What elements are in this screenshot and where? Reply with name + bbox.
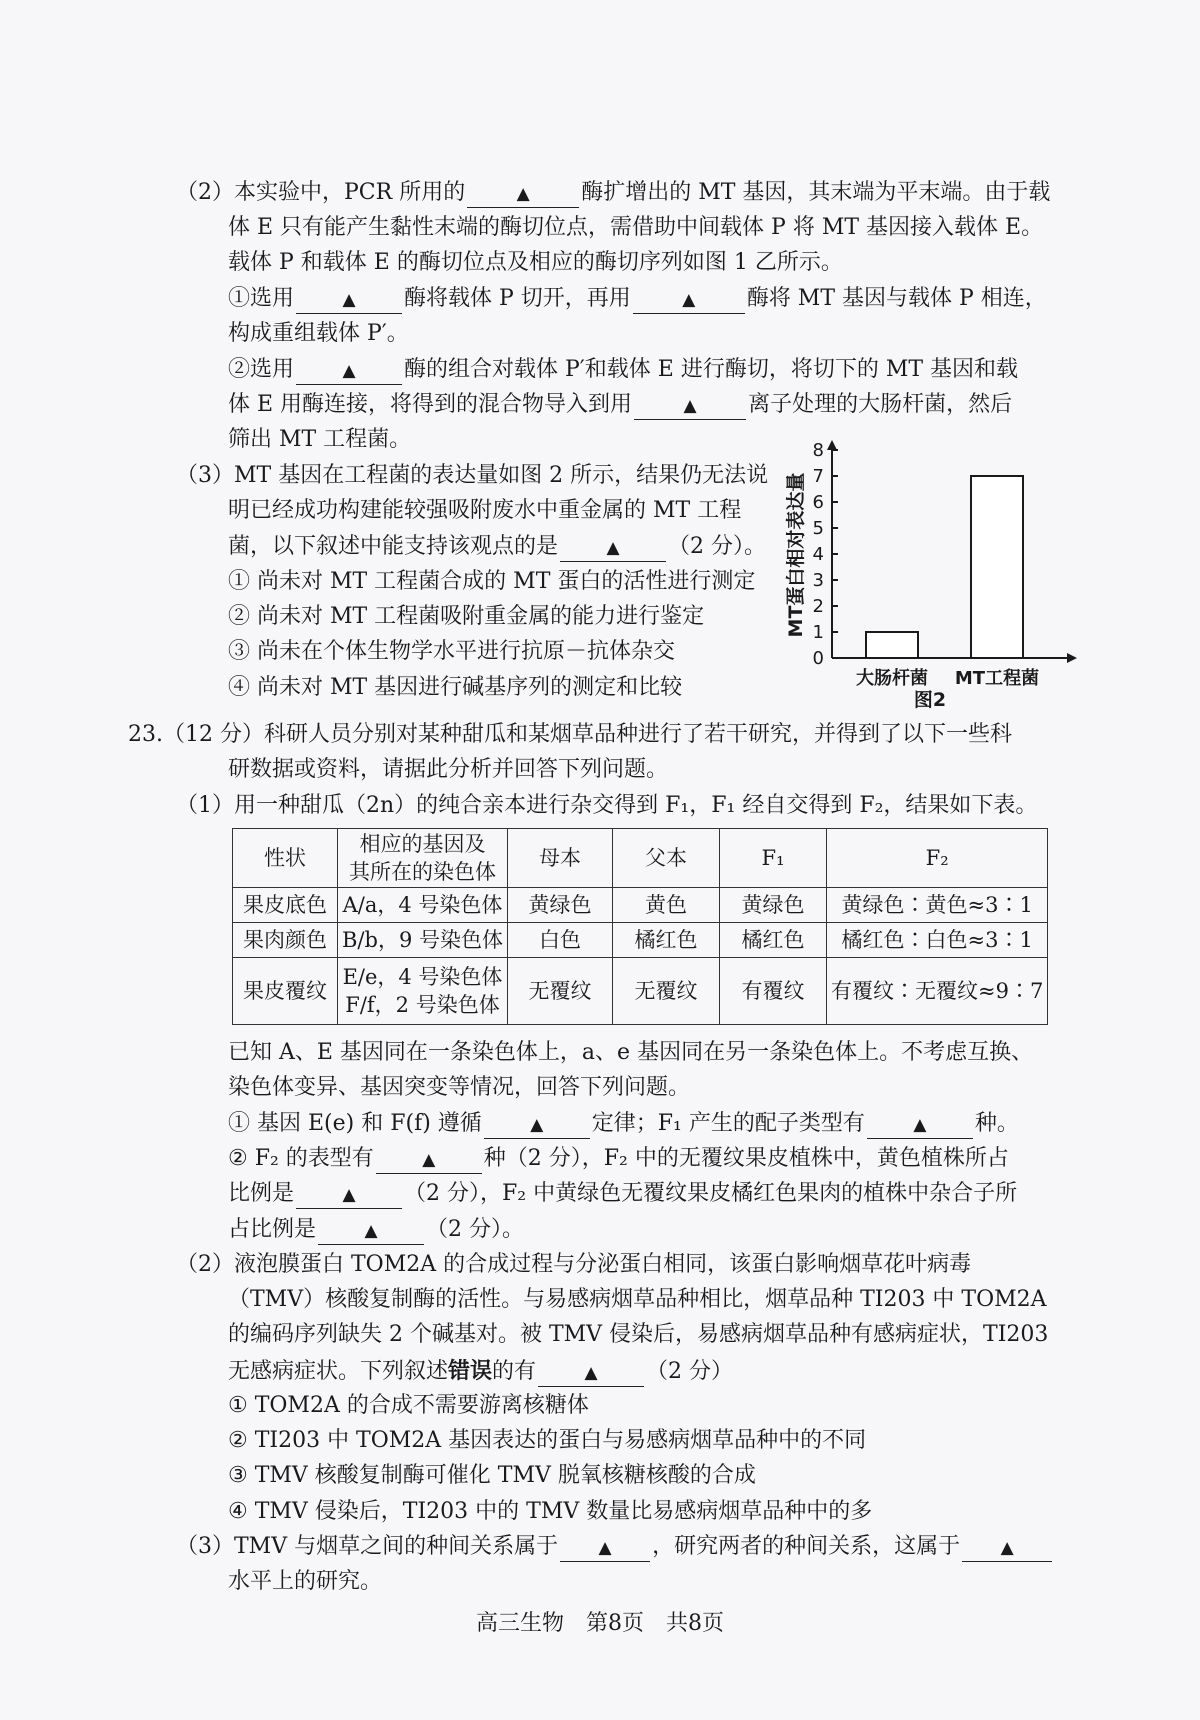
q23-after-table-line2: 染色体变异、基因突变等情况，回答下列问题。	[228, 1075, 691, 1100]
q22-2-line6: ②选用 ▲ 酶的组合对载体 P′和载体 E 进行酶切，将切下的 MT 基因和载	[228, 355, 1018, 385]
answer-blank[interactable]: ▲	[867, 1111, 973, 1139]
q23-sub4: 占比例是 ▲ （2 分）。	[228, 1215, 524, 1245]
y-tick-label: 4	[812, 544, 824, 565]
y-tick-label: 8	[812, 440, 824, 461]
table-cell: 果皮底色	[233, 888, 338, 923]
q23-part2-option-2: ② TI203 中 TOM2A 基因表达的蛋白与易感病烟草品种中的不同	[228, 1428, 867, 1453]
answer-blank[interactable]: ▲	[296, 286, 402, 314]
q23-part2-option-4: ④ TMV 侵染后，TI203 中的 TMV 数量比易感病烟草品种中的多	[228, 1499, 873, 1524]
q22-2-line4: ①选用 ▲ 酶将载体 P 切开，再用 ▲ 酶将 MT 基因与载体 P 相连，	[228, 284, 1047, 314]
y-tick-label: 7	[812, 466, 824, 487]
answer-blank[interactable]: ▲	[634, 392, 746, 420]
answer-blank[interactable]: ▲	[560, 534, 666, 562]
y-tick-label: 1	[812, 622, 824, 643]
q23-part2-line2: （TMV）核酸复制酶的活性。与易感病烟草品种相比，烟草品种 TI203 中 TOM2A	[228, 1287, 1047, 1312]
q23-sub2: ② F₂ 的表型有 ▲ 种（2 分），F₂ 中的无覆纹果皮植株中，黄色植株所占	[228, 1144, 1009, 1174]
table-header-row	[233, 829, 1048, 888]
table-header: 母本	[508, 829, 613, 888]
table-header: 相应的基因及 其所在的染色体	[338, 829, 508, 888]
table-cell: 黄绿色	[508, 888, 613, 923]
y-tick-label: 0	[812, 648, 824, 669]
table-cell: 有覆纹∶无覆纹≈9∶7	[827, 958, 1048, 1025]
table-header: 性状	[233, 829, 338, 888]
q22-2-line7: 体 E 用酶连接，将得到的混合物导入到用 ▲ 离子处理的大肠杆菌，然后	[228, 390, 1012, 420]
page-footer: 高三生物 第8页 共8页	[476, 1611, 724, 1636]
q22-3-option-3: ③ 尚未在个体生物学水平进行抗原－抗体杂交	[228, 639, 675, 664]
table-cell: 黄绿色∶黄色≈3∶1	[827, 888, 1048, 923]
q23-part2-line4: 无感病症状。下列叙述错误的有 ▲ （2 分）	[228, 1356, 733, 1387]
q23-sub3: 比例是 ▲ （2 分），F₂ 中黄绿色无覆纹果皮橘红色果肉的植株中杂合子所	[228, 1179, 1017, 1209]
table-row	[233, 923, 1048, 958]
q22-2-line3: 载体 P 和载体 E 的酶切位点及相应的酶切序列如图 1 乙所示。	[228, 250, 843, 275]
answer-blank[interactable]: ▲	[376, 1146, 482, 1174]
table-cell: 橘红色∶白色≈3∶1	[827, 923, 1048, 958]
q22-3-line3: 菌，以下叙述中能支持该观点的是 ▲ （2 分）。	[228, 532, 766, 562]
answer-blank[interactable]: ▲	[484, 1111, 590, 1139]
q22-2-line2: 体 E 只有能产生黏性末端的酶切位点，需借助中间载体 P 将 MT 基因接入载体 E。	[228, 215, 1044, 240]
q22-3-option-2: ② 尚未对 MT 工程菌吸附重金属的能力进行鉴定	[228, 604, 705, 629]
table-cell: 黄色	[613, 888, 720, 923]
chart-ylabel: MT蛋白相对表达量	[785, 472, 807, 638]
answer-blank[interactable]: ▲	[560, 1534, 650, 1562]
answer-blank[interactable]: ▲	[296, 357, 402, 385]
q23-part3-line1: （3）TMV 与烟草之间的种间关系属于 ▲ ，研究两者的种间关系，这属于 ▲	[176, 1532, 1054, 1562]
q23-after-table-line1: 已知 A、E 基因同在一条染色体上，a、e 基因同在另一条染色体上。不考虑互换、	[228, 1040, 1034, 1065]
answer-blank[interactable]: ▲	[467, 180, 579, 208]
table-cell: 有覆纹	[720, 958, 827, 1025]
table-cell: 无覆纹	[613, 958, 720, 1025]
table-cell: A/a，4 号染色体	[338, 888, 508, 923]
figure-2-bar-chart	[782, 440, 1082, 710]
table-cell: 果肉颜色	[233, 923, 338, 958]
q23-intro-line1: 23.（12 分）科研人员分别对某种甜瓜和某烟草品种进行了若干研究，并得到了以下一些科	[128, 722, 1012, 747]
x-axis-arrow	[1067, 653, 1077, 663]
answer-blank[interactable]: ▲	[296, 1181, 402, 1209]
table-cell: 黄绿色	[720, 888, 827, 923]
q22-3-option-4: ④ 尚未对 MT 基因进行碱基序列的测定和比较	[228, 675, 683, 700]
answer-blank[interactable]: ▲	[538, 1359, 644, 1387]
q22-2-line1: （2）本实验中，PCR 所用的 ▲ 酶扩增出的 MT 基因，其末端为平末端。由于载	[176, 178, 1050, 208]
table-row	[233, 958, 1048, 1025]
answer-blank[interactable]: ▲	[318, 1217, 424, 1245]
x-category-label: MT工程菌	[954, 668, 1040, 689]
y-tick-label: 2	[812, 596, 824, 617]
q22-3-line1: （3）MT 基因在工程菌的表达量如图 2 所示，结果仍无法说	[176, 463, 769, 488]
q22-3-option-1: ① 尚未对 MT 工程菌合成的 MT 蛋白的活性进行测定	[228, 569, 756, 594]
table-cell: 橘红色	[613, 923, 720, 958]
table-header: 父本	[613, 829, 720, 888]
bar-2	[971, 476, 1023, 658]
table-cell: 无覆纹	[508, 958, 613, 1025]
q23-part1: （1）用一种甜瓜（2n）的纯合亲本进行杂交得到 F₁，F₁ 经自交得到 F₂，结果如下表。	[176, 793, 1038, 818]
genetics-table	[232, 828, 1048, 1025]
answer-blank[interactable]: ▲	[962, 1534, 1052, 1562]
table-cell: 白色	[508, 923, 613, 958]
y-tick-label: 3	[812, 570, 824, 591]
table-cell: B/b，9 号染色体	[338, 923, 508, 958]
bar-1	[866, 632, 918, 658]
q22-2-line8: 筛出 MT 工程菌。	[228, 427, 412, 452]
q22-3-line2: 明已经成功构建能较强吸附废水中重金属的 MT 工程	[228, 498, 742, 523]
q23-part2-line3: 的编码序列缺失 2 个碱基对。被 TMV 侵染后，易感病烟草品种有感病症状，TI203	[228, 1322, 1049, 1347]
chart-title: 图2	[913, 689, 947, 710]
q23-sub1: ① 基因 E(e) 和 F(f) 遵循 ▲ 定律；F₁ 产生的配子类型有 ▲ 种。	[228, 1109, 1019, 1139]
table-cell: 橘红色	[720, 923, 827, 958]
x-category-label: 大肠杆菌	[856, 668, 928, 689]
q23-part2-option-1: ① TOM2A 的合成不需要游离核糖体	[228, 1393, 589, 1418]
q23-intro-line2: 研数据或资料，请据此分析并回答下列问题。	[228, 757, 669, 782]
table-row	[233, 888, 1048, 923]
y-axis-arrow	[827, 440, 837, 450]
table-cell: E/e，4 号染色体 F/f，2 号染色体	[338, 958, 508, 1025]
table-cell: 果皮覆纹	[233, 958, 338, 1025]
q22-2-line5: 构成重组载体 P′。	[228, 321, 409, 346]
y-tick-label: 6	[812, 492, 824, 513]
q23-part2-option-3: ③ TMV 核酸复制酶可催化 TMV 脱氧核糖核酸的合成	[228, 1463, 756, 1488]
answer-blank[interactable]: ▲	[633, 286, 745, 314]
table-header: F₂	[827, 829, 1048, 888]
table-header: F₁	[720, 829, 827, 888]
y-tick-label: 5	[812, 518, 824, 539]
q23-part2-line1: （2）液泡膜蛋白 TOM2A 的合成过程与分泌蛋白相同，该蛋白影响烟草花叶病毒	[176, 1252, 972, 1277]
q23-part3-line2: 水平上的研究。	[228, 1569, 383, 1594]
